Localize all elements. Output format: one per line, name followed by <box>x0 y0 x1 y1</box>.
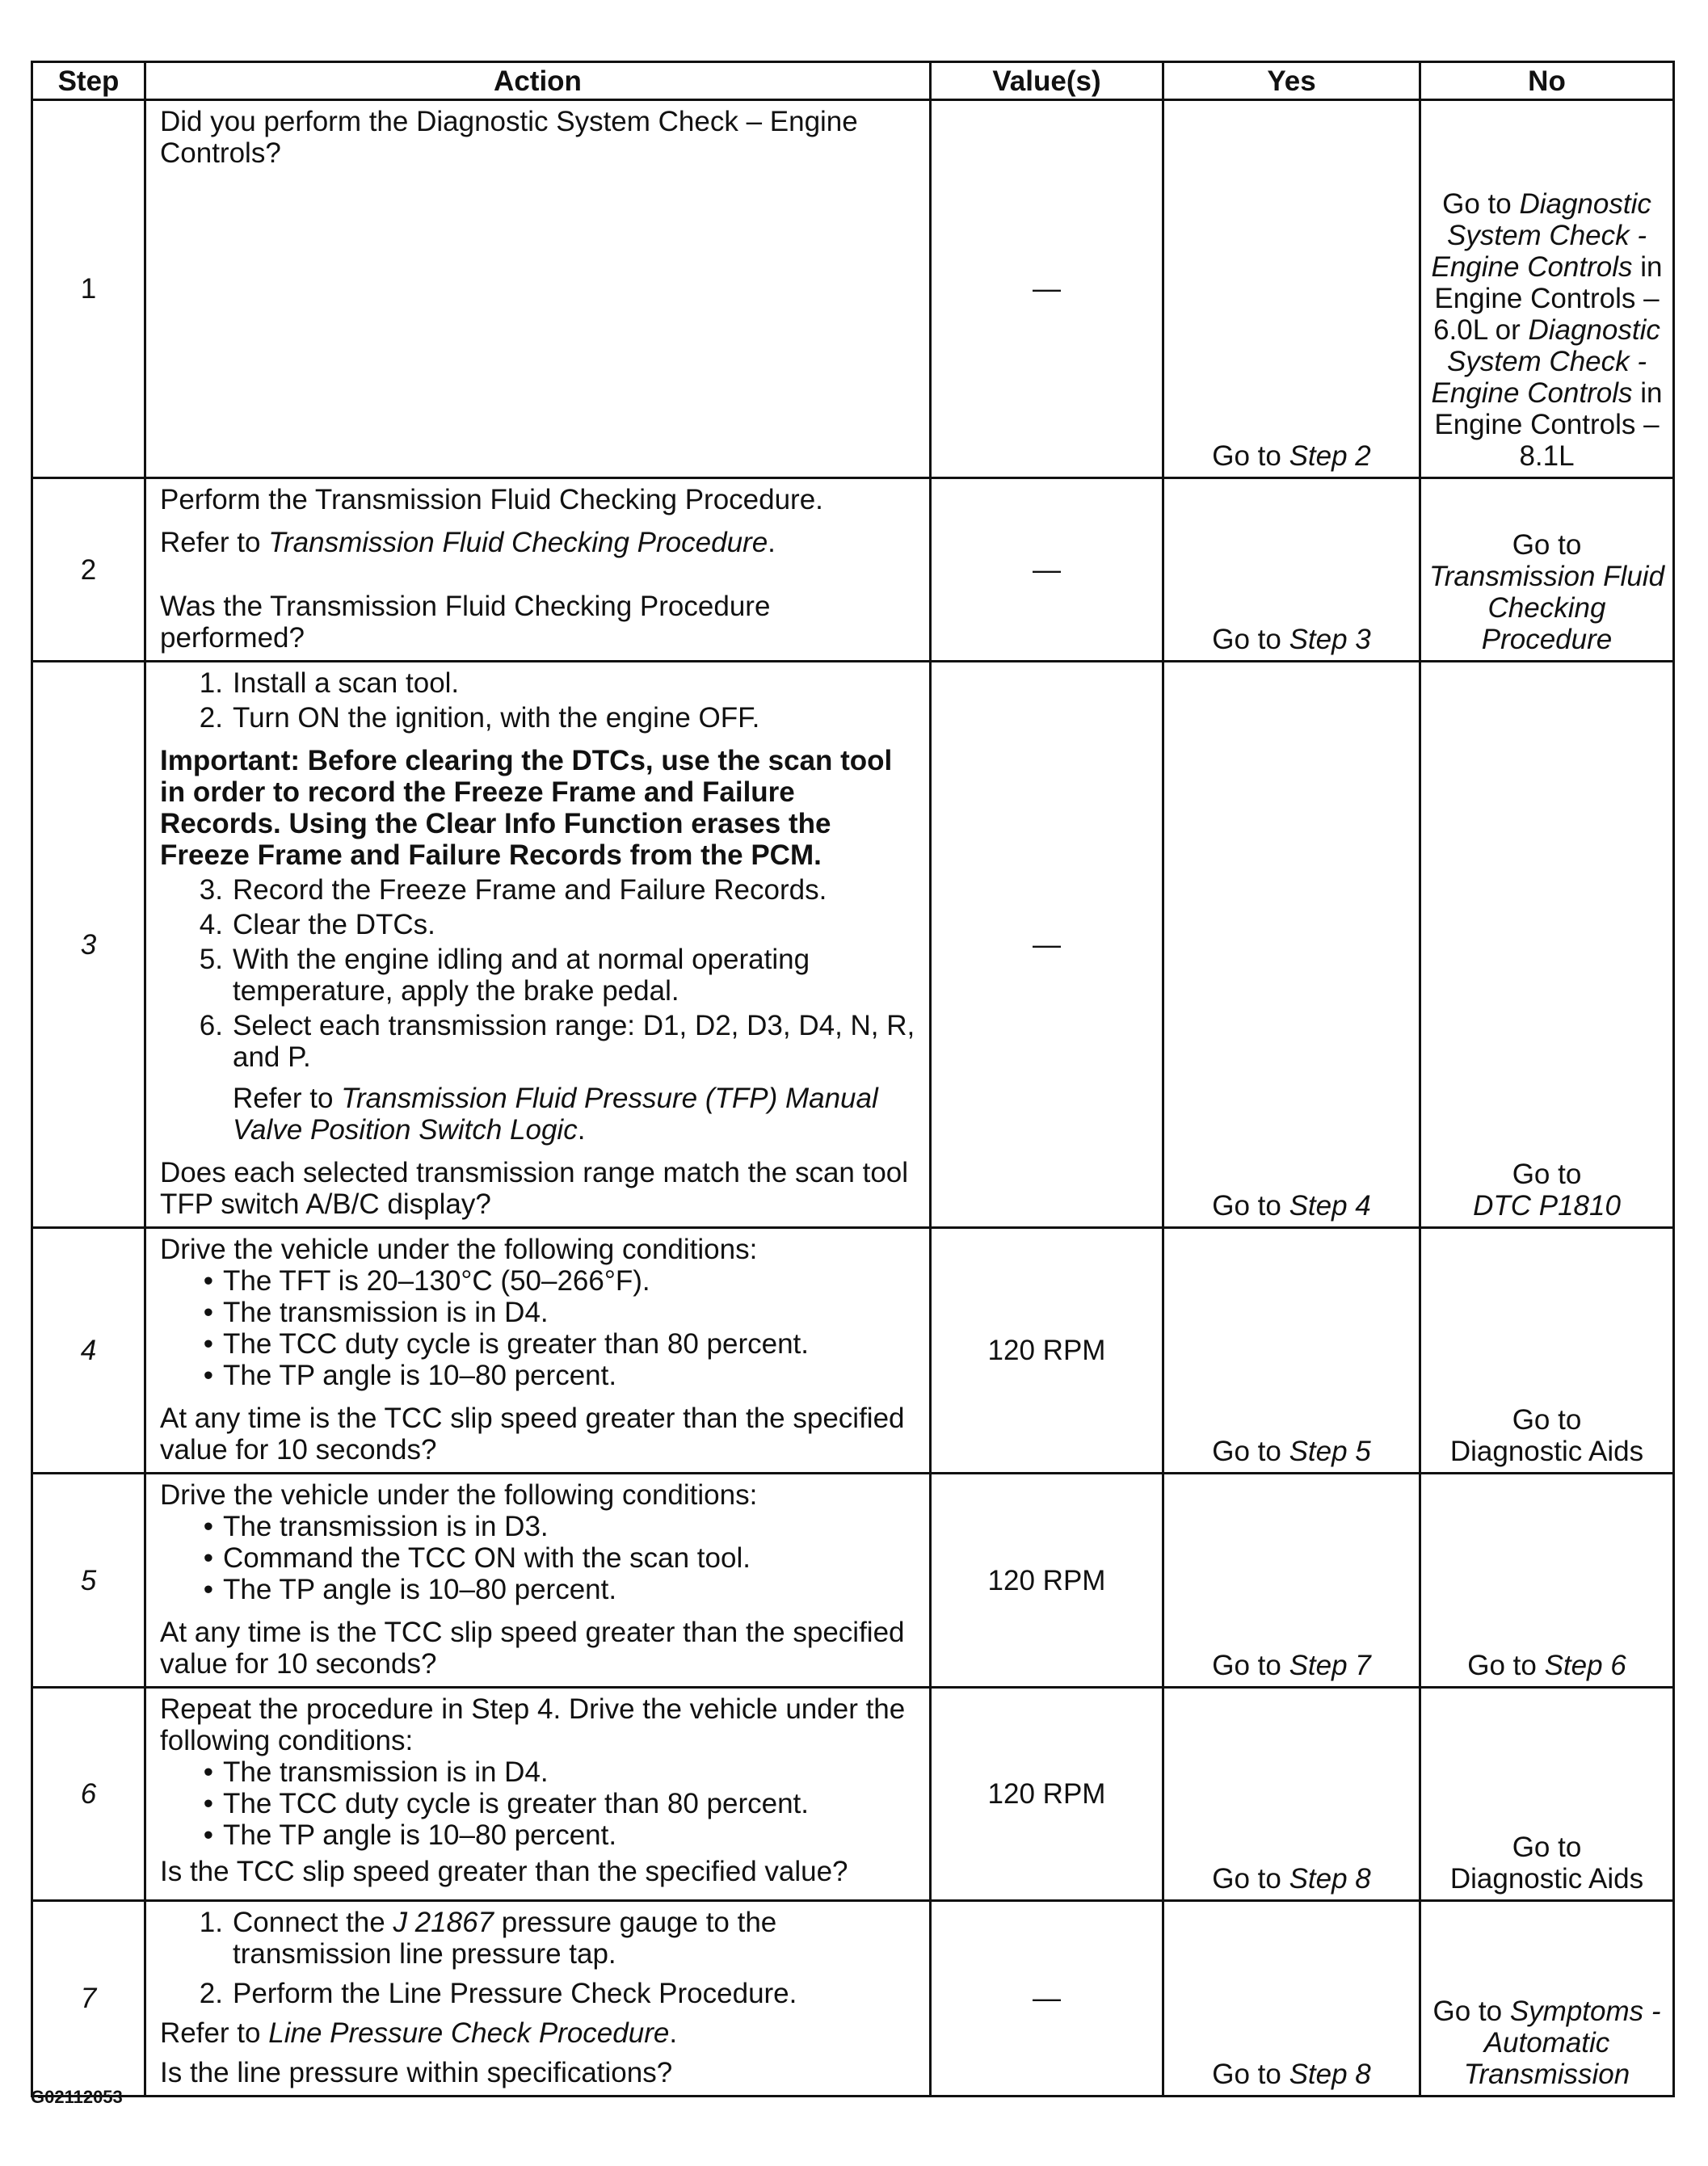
step-number: 5 <box>32 1474 145 1688</box>
list-item-text: The TP angle is 10–80 percent. <box>223 1360 617 1391</box>
list-item-text: Perform the Line Pressure Check Procedure. <box>233 1978 797 2009</box>
table-row <box>32 100 1674 478</box>
list-item-text: The TCC duty cycle is greater than 80 percent. <box>223 1788 809 1819</box>
list-item-text: The TFT is 20–130°C (50–266°F). <box>223 1265 650 1297</box>
yes-cell <box>1163 662 1420 1228</box>
list-item-text: The transmission is in D3. <box>223 1511 549 1542</box>
important-text: Before clearing the DTCs, use the scan tool in order to record the Freeze Frame and Failure Records. Using the Clear Info Function erases the Freeze Frame and Failure Records from the PCM. <box>160 745 893 871</box>
table-row <box>32 1688 1674 1901</box>
ref-prefix: Refer to <box>233 1083 342 1114</box>
action-text: Perform the Transmission Fluid Checking Procedure. <box>160 484 823 515</box>
no-link[interactable]: Step 6 <box>1544 1650 1626 1681</box>
yes-prefix: Go to <box>1212 1650 1289 1681</box>
action-reference <box>160 2017 921 2049</box>
ref-link[interactable]: Transmission Fluid Pressure (TFP) Manual Valve Position Switch Logic <box>233 1083 878 1146</box>
yes-link[interactable]: Step 4 <box>1289 1190 1371 1222</box>
table-row <box>32 1901 1674 2097</box>
action-reference <box>160 1083 921 1146</box>
list-item-text: The TP angle is 10–80 percent. <box>223 1819 617 1851</box>
value-cell: — <box>931 662 1163 1228</box>
action-question: Was the Transmission Fluid Checking Procedure performed? <box>160 591 771 654</box>
action-question: Is the TCC slip speed greater than the specified value? <box>160 1856 848 1887</box>
yes-cell <box>1163 1688 1420 1901</box>
action-cell <box>145 1474 931 1688</box>
diagnostic-table <box>31 61 1675 2097</box>
action-text: Repeat the procedure in Step 4. Drive the vehicle under the following conditions: <box>160 1693 906 1756</box>
yes-cell <box>1163 100 1420 478</box>
action-cell <box>145 1901 931 2097</box>
figure-id: G02112053 <box>31 2087 123 2107</box>
value-cell: 120 RPM <box>931 1474 1163 1688</box>
action-cell <box>145 662 931 1228</box>
yes-prefix: Go to <box>1212 1190 1289 1222</box>
action-text: Drive the vehicle under the following conditions: <box>160 1234 758 1265</box>
action-question: At any time is the TCC slip speed greater than the specified value for 10 seconds? <box>160 1403 905 1466</box>
list-item: 1. Install a scan tool. <box>160 667 921 699</box>
tool-ref: J 21867 <box>393 1907 494 1938</box>
important-note <box>160 745 921 871</box>
no-link[interactable]: Transmission Fluid Checking Procedure <box>1428 561 1665 655</box>
list-item: 3. Record the Freeze Frame and Failure Records. <box>160 874 921 906</box>
header-no: No <box>1420 62 1674 100</box>
action-cell <box>145 100 931 478</box>
list-item-text <box>233 1907 921 1970</box>
action-cell <box>145 1688 931 1901</box>
header-step: Step <box>32 62 145 100</box>
list-item-text: The transmission is in D4. <box>223 1297 549 1328</box>
no-prefix: Go to <box>1467 1650 1545 1681</box>
yes-link[interactable]: Step 2 <box>1289 440 1371 472</box>
list-item-text: Turn ON the ignition, with the engine OFF. <box>233 702 760 734</box>
table-row <box>32 662 1674 1228</box>
no-prefix: Go to <box>1512 1159 1582 1190</box>
ref-prefix: Refer to <box>160 527 269 558</box>
list-item: • Command the TCC ON with the scan tool. <box>160 1542 921 1574</box>
list-item: • The transmission is in D4. <box>160 1297 921 1328</box>
yes-prefix: Go to <box>1212 1436 1289 1467</box>
step-number: 1 <box>32 100 145 478</box>
no-cell <box>1420 1228 1674 1474</box>
no-cell <box>1420 662 1674 1228</box>
yes-prefix: Go to <box>1212 624 1289 655</box>
ref-suffix: . <box>577 1114 586 1146</box>
list-item-text: With the engine idling and at normal operating temperature, apply the brake pedal. <box>233 944 810 1007</box>
important-label: Important: <box>160 745 301 776</box>
yes-link[interactable]: Step 8 <box>1289 1863 1371 1895</box>
action-question: Is the line pressure within specifications? <box>160 2057 673 2088</box>
yes-prefix: Go to <box>1212 2059 1289 2090</box>
list-item-text: Record the Freeze Frame and Failure Records. <box>233 874 827 906</box>
step-number: 6 <box>32 1688 145 1901</box>
no-prefix: Go to <box>1432 1996 1510 2027</box>
list-item: • The TP angle is 10–80 percent. <box>160 1574 921 1605</box>
list-item-text: Command the TCC ON with the scan tool. <box>223 1542 751 1574</box>
list-item: • The TFT is 20–130°C (50–266°F). <box>160 1265 921 1297</box>
no-cell <box>1420 1901 1674 2097</box>
action-cell <box>145 1228 931 1474</box>
ref-link[interactable]: Transmission Fluid Checking Procedure <box>268 527 768 558</box>
yes-cell <box>1163 478 1420 662</box>
no-link[interactable]: Go to Diagnostic Aids <box>1449 1404 1644 1467</box>
ref-suffix: . <box>768 527 776 558</box>
action-reference <box>160 527 921 558</box>
no-text: Engine Controls – 6.0L or <box>1433 283 1660 346</box>
yes-prefix: Go to <box>1212 440 1289 472</box>
no-link[interactable]: Diagnostic System Check - Engine Controls <box>1431 188 1651 283</box>
header-values: Value(s) <box>931 62 1163 100</box>
list-item: • The transmission is in D3. <box>160 1511 921 1542</box>
table-row <box>32 1228 1674 1474</box>
list-item: • The TP angle is 10–80 percent. <box>160 1819 921 1851</box>
ref-suffix: . <box>669 2017 678 2049</box>
no-prefix: Go to <box>1512 529 1582 561</box>
yes-prefix: Go to <box>1212 1863 1289 1895</box>
list-item-text: The transmission is in D4. <box>223 1756 549 1788</box>
list-item: • The TP angle is 10–80 percent. <box>160 1360 921 1391</box>
step-number: 2 <box>32 478 145 662</box>
value-cell: 120 RPM <box>931 1688 1163 1901</box>
no-link[interactable]: Diagnostic System Check - Engine Controls <box>1431 314 1660 409</box>
list-item: 5. With the engine idling and at normal operating temperature, apply the brake pedal. <box>160 944 921 1007</box>
value-cell: — <box>931 1901 1163 2097</box>
step-number: 3 <box>32 662 145 1228</box>
header-row <box>32 62 1674 100</box>
list-item: • The TCC duty cycle is greater than 80 percent. <box>160 1788 921 1819</box>
no-link[interactable]: Symptoms - Automatic Transmission <box>1463 1996 1661 2090</box>
no-text: in <box>1632 251 1663 283</box>
action-cell <box>145 478 931 662</box>
no-cell <box>1420 1688 1674 1901</box>
list-item-text: The TCC duty cycle is greater than 80 percent. <box>223 1328 809 1360</box>
header-yes: Yes <box>1163 62 1420 100</box>
header-action: Action <box>145 62 931 100</box>
yes-link[interactable]: Step 5 <box>1289 1436 1371 1467</box>
no-cell <box>1420 1474 1674 1688</box>
value-cell: — <box>931 478 1163 662</box>
action-question: At any time is the TCC slip speed greater than the specified value for 10 seconds? <box>160 1617 905 1680</box>
value-cell: 120 RPM <box>931 1228 1163 1474</box>
list-item-text: Clear the DTCs. <box>233 909 435 940</box>
value-cell: — <box>931 100 1163 478</box>
text-fragment: Connect the <box>233 1907 393 1938</box>
list-item: • The transmission is in D4. <box>160 1756 921 1788</box>
action-text: Drive the vehicle under the following conditions: <box>160 1479 758 1511</box>
no-cell <box>1420 100 1674 478</box>
yes-link[interactable]: Step 8 <box>1289 2059 1371 2090</box>
list-item: 6. Select each transmission range: D1, D2, D3, D4, N, R, and P. <box>160 1010 921 1073</box>
yes-link[interactable]: Step 7 <box>1289 1650 1371 1681</box>
ref-link[interactable]: Line Pressure Check Procedure <box>268 2017 670 2049</box>
yes-cell <box>1163 1228 1420 1474</box>
list-item-text: The TP angle is 10–80 percent. <box>223 1574 617 1605</box>
list-item: 1. Connect the J 21867 pressure gauge to the transmission line pressure tap. <box>160 1907 921 1970</box>
yes-link[interactable]: Step 3 <box>1289 624 1371 655</box>
list-item: 2. Perform the Line Pressure Check Procedure. <box>160 1978 921 2009</box>
list-item-text: Install a scan tool. <box>233 667 460 699</box>
table-row <box>32 478 1674 662</box>
list-item: • The TCC duty cycle is greater than 80 percent. <box>160 1328 921 1360</box>
yes-cell <box>1163 1901 1420 2097</box>
no-text: in Engine Controls – 8.1L <box>1434 377 1663 472</box>
text-fragment: pressure gauge to the transmission line pressure tap. <box>233 1907 777 1970</box>
list-item-text: Select each transmission range: D1, D2, D3, D4, N, R, and P. <box>233 1010 915 1073</box>
no-text: Go to <box>1442 188 1520 220</box>
no-link[interactable]: Go to Diagnostic Aids <box>1449 1832 1644 1895</box>
no-cell <box>1420 478 1674 662</box>
action-question: Does each selected transmission range match the scan tool TFP switch A/B/C display? <box>160 1157 909 1220</box>
step-number: 4 <box>32 1228 145 1474</box>
table-row <box>32 1474 1674 1688</box>
ref-prefix: Refer to <box>160 2017 269 2049</box>
no-link[interactable]: DTC P1810 <box>1473 1190 1621 1222</box>
list-item: 2. Turn ON the ignition, with the engine OFF. <box>160 702 921 734</box>
action-text: Did you perform the Diagnostic System Check – Engine Controls? <box>160 106 858 169</box>
list-item: 4. Clear the DTCs. <box>160 909 921 940</box>
step-number: 7 <box>32 1901 145 2097</box>
yes-cell <box>1163 1474 1420 1688</box>
